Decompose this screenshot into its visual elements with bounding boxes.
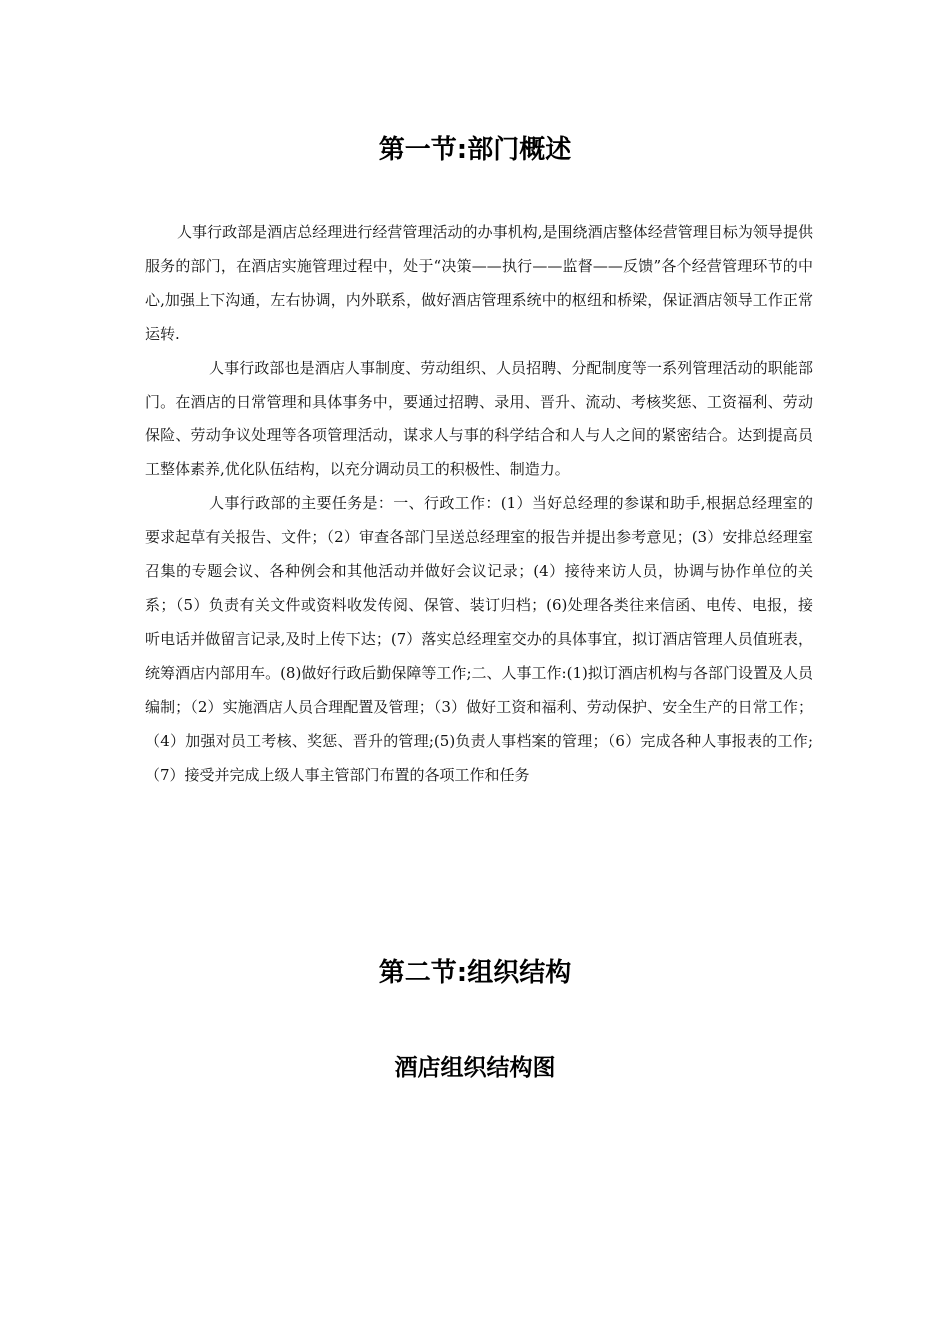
org-chart-title: 酒店组织结构图 bbox=[394, 1055, 556, 1081]
section-1-body bbox=[145, 216, 813, 792]
paragraph-3: 人事行政部的主要任务是：一、行政工作：(1）当好总经理的参谋和助手,根据总经理室的要求起草有关报告、文件；（2）审查各部门呈送总经理室的报告并提出参考意见；(3）安排总经理室召集的专题会议、各种例会和其他活动并做好会议记录；(4）接待来访人员，协调与协作单位的关系；（5）负责有关文件或资料收发传阅、保管、装订归档；(6)处理各类往来信函、电传、电报，接听电话并做留言记录,及时上传下达；(7）落实总经理室交办的具体事宜，拟订酒店管理人员值班表，统筹酒店内部用车。(8)做好行政后勤保障等工作;二、人事工作:(1)拟订酒店机构与各部门设置及人员编制；（2）实施酒店人员合理配置及管理；（3）做好工资和福利、劳动保护、安全生产的日常工作；（4）加强对员工考核、奖惩、晋升的管理;(5)负责人事档案的管理；（6）完成各种人事报表的工作;（7）接受并完成上级人事主管部门布置的各项工作和任务 bbox=[145, 494, 813, 784]
section-1-title: 第一节:部门概述 bbox=[378, 135, 572, 165]
paragraph-1: 人事行政部是酒店总经理进行经营管理活动的办事机构,是围绕酒店整体经营管理目标为领导提供服务的部门，在酒店实施管理过程中，处于“决策——执行——监督——反馈”各个经营管理环节的中心,加强上下沟通，左右协调，内外联系，做好酒店管理系统中的枢纽和桥梁，保证酒店领导工作正常运转. bbox=[145, 223, 813, 343]
paragraph-2: 人事行政部也是酒店人事制度、劳动组织、人员招聘、分配制度等一系列管理活动的职能部门。在酒店的日常管理和具体事务中，要通过招聘、录用、晋升、流动、考核奖惩、工资福利、劳动保险、劳动争议处理等各项管理活动，谋求人与事的科学结合和人与人之间的紧密结合。达到提高员工整体素养,优化队伍结构，以充分调动员工的积极性、制造力。 bbox=[145, 358, 813, 479]
section-2-title: 第二节:组织结构 bbox=[378, 958, 572, 988]
